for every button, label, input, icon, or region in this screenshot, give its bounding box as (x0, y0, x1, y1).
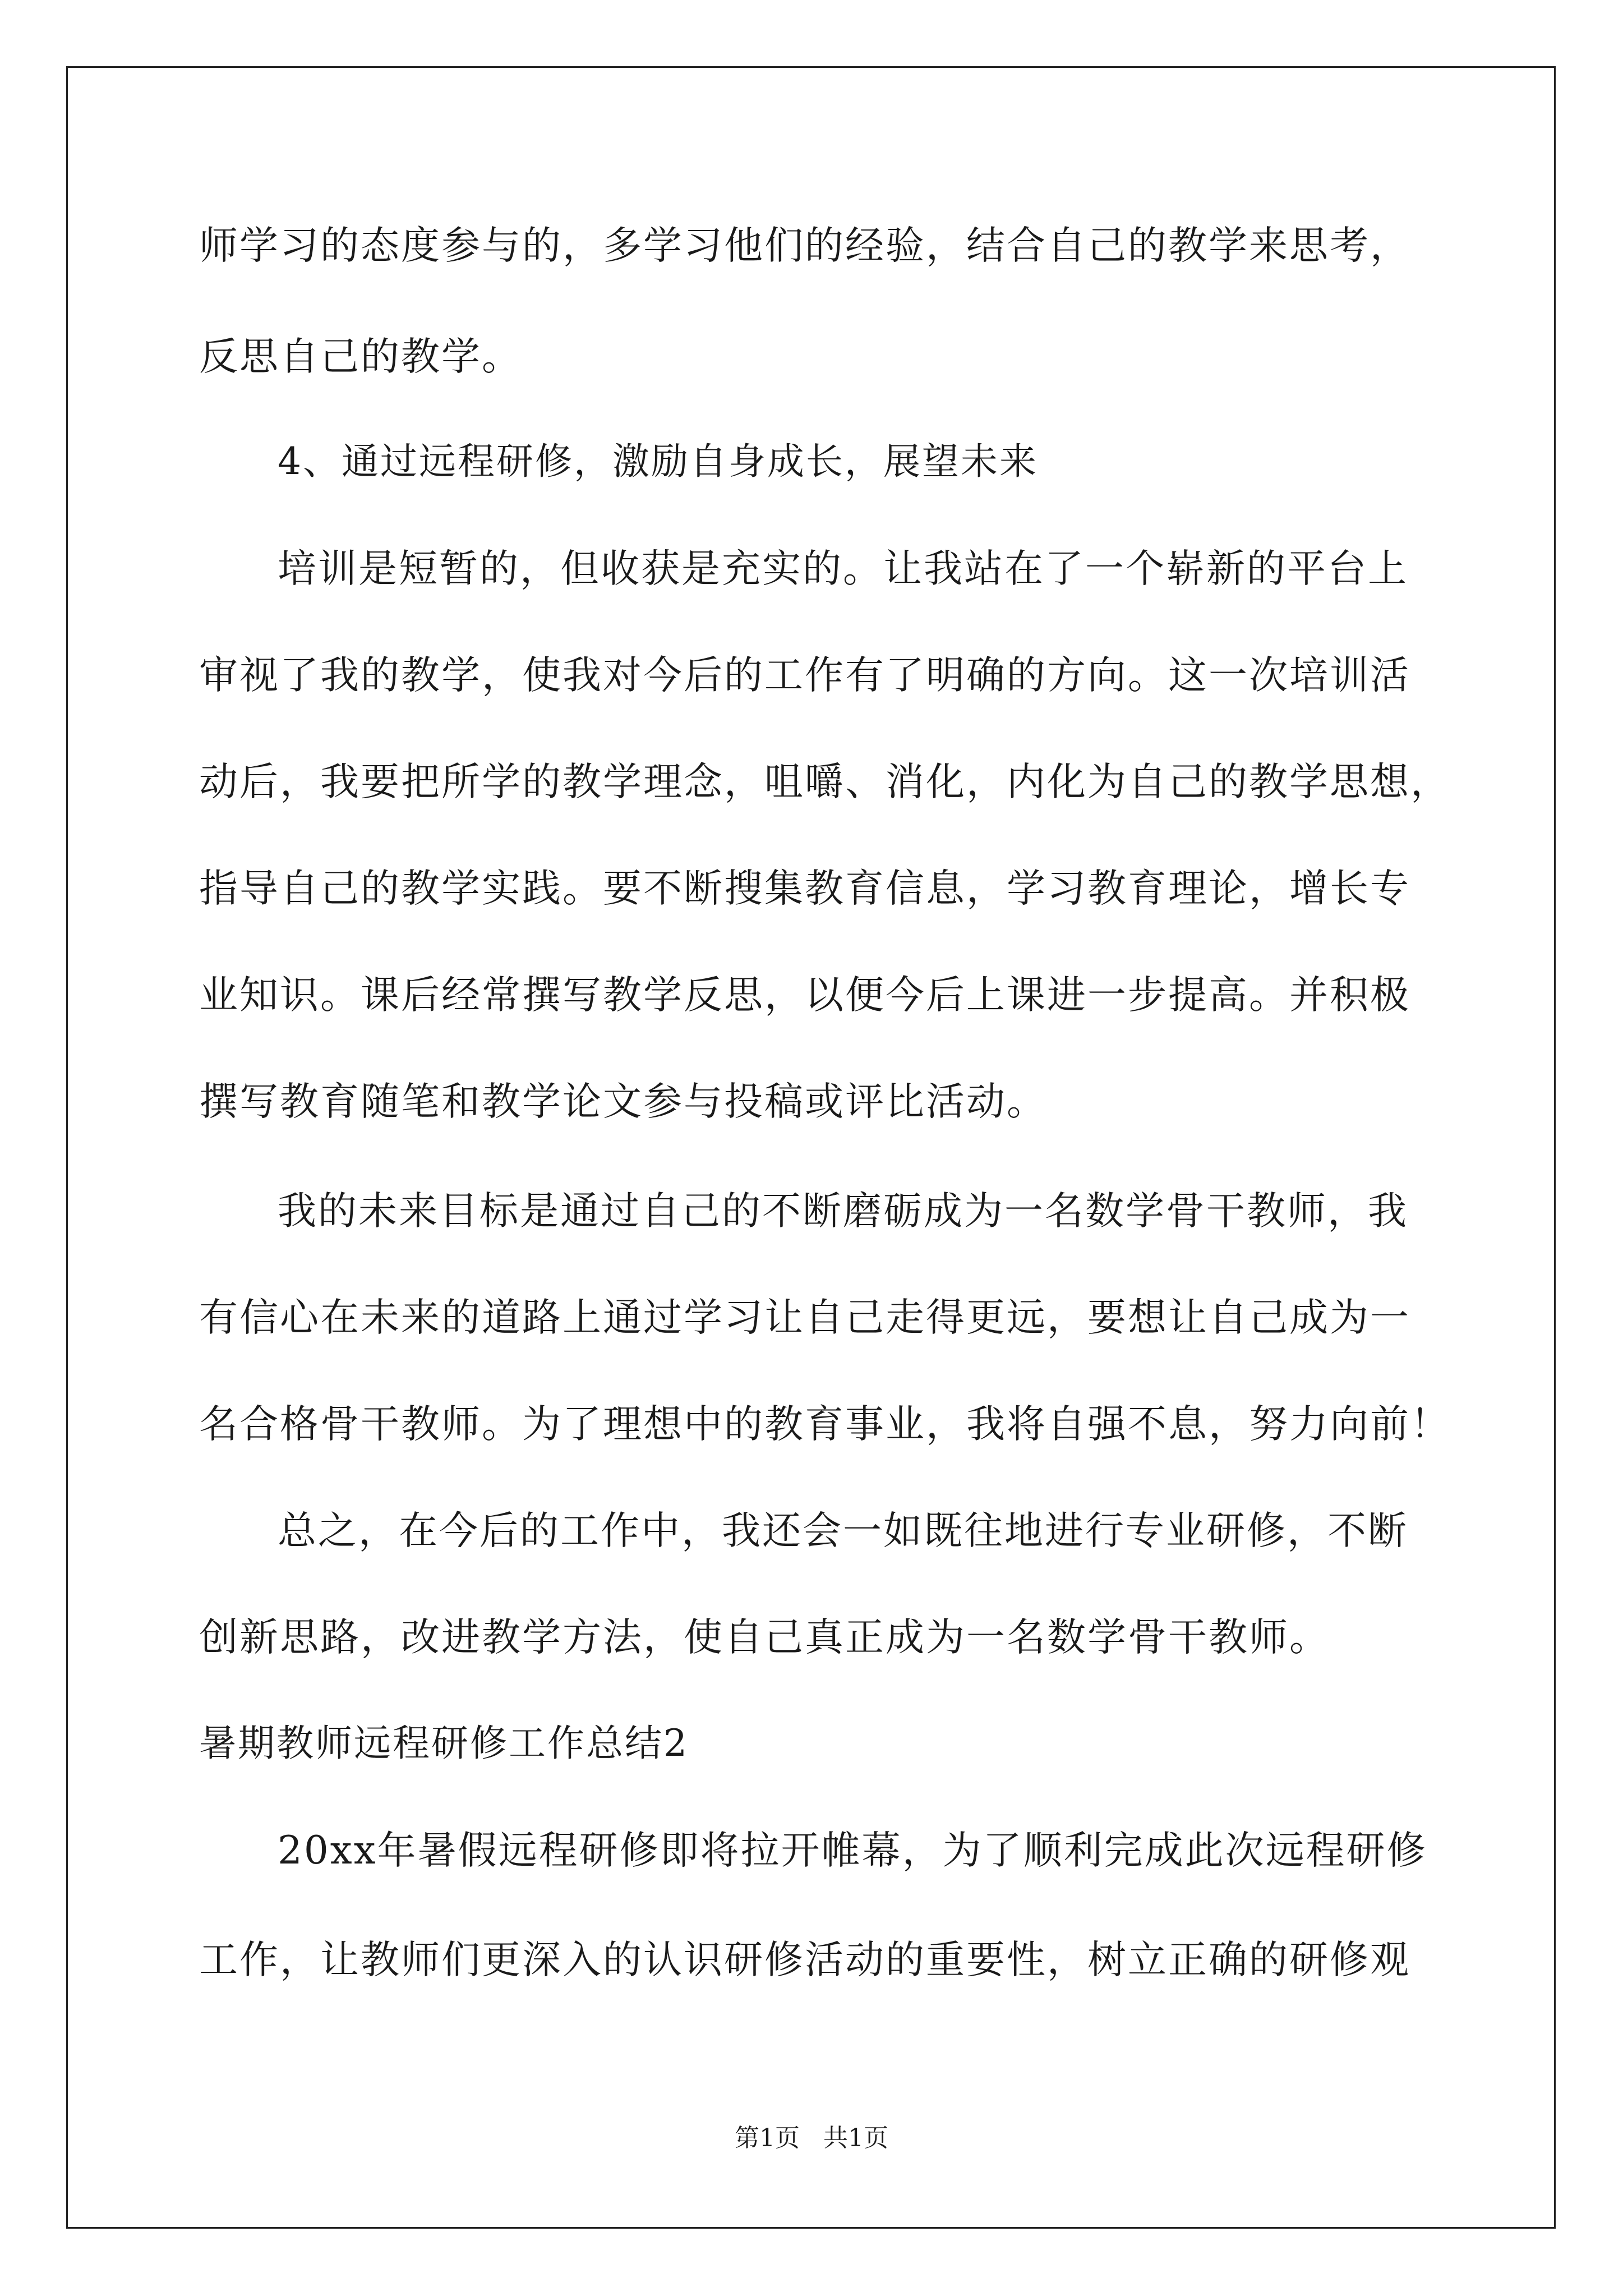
text-line: 总之，在今后的工作中，我还会一如既往地进行专业研修，不断 (278, 1508, 1408, 1553)
page-border (66, 66, 1556, 2229)
text-line: 动后，我要把所学的教学理念，咀嚼、消化，内化为自己的教学思想， (199, 760, 1451, 804)
text-line: 反思自己的教学。 (199, 334, 522, 379)
text-line: 有信心在未来的道路上通过学习让自己走得更远，要想让自己成为一 (199, 1295, 1410, 1340)
text-line: 工作，让教师们更深入的认识研修活动的重要性，树立正确的研修观 (199, 1938, 1410, 1982)
text-line: 指导自己的教学实践。要不断搜集教育信息，学习教育理论，增长专 (199, 866, 1410, 911)
text-line: 名合格骨干教师。为了理想中的教育事业，我将自强不息，努力向前！ (199, 1402, 1451, 1447)
text-line: 培训是短暂的，但收获是充实的。让我站在了一个崭新的平台上 (278, 546, 1408, 591)
text-line: 师学习的态度参与的，多学习他们的经验，结合自己的教学来思考， (199, 223, 1410, 268)
text-line: 业知识。课后经常撰写教学反思，以便今后上课进一步提高。并积极 (199, 973, 1410, 1018)
text-line: 审视了我的教学，使我对今后的工作有了明确的方向。这一次培训活 (199, 653, 1410, 698)
section-title: 暑期教师远程研修工作总结2 (199, 1722, 689, 1765)
text-line: 撰写教育随笔和教学论文参与投稿或评比活动。 (199, 1079, 1047, 1124)
text-line: 创新思路，改进教学方法，使自己真正成为一名数学骨干教师。 (199, 1615, 1330, 1660)
text-line: 20xx年暑假远程研修即将拉开帷幕，为了顺利完成此次远程研修 (278, 1828, 1427, 1873)
section-heading: 4、通过远程研修，激励自身成长，展望未来 (278, 440, 1038, 483)
text-line: 我的未来目标是通过自己的不断磨砺成为一名数学骨干教师，我 (278, 1189, 1408, 1234)
page-number-footer: 第1页 共1页 (735, 2124, 888, 2152)
